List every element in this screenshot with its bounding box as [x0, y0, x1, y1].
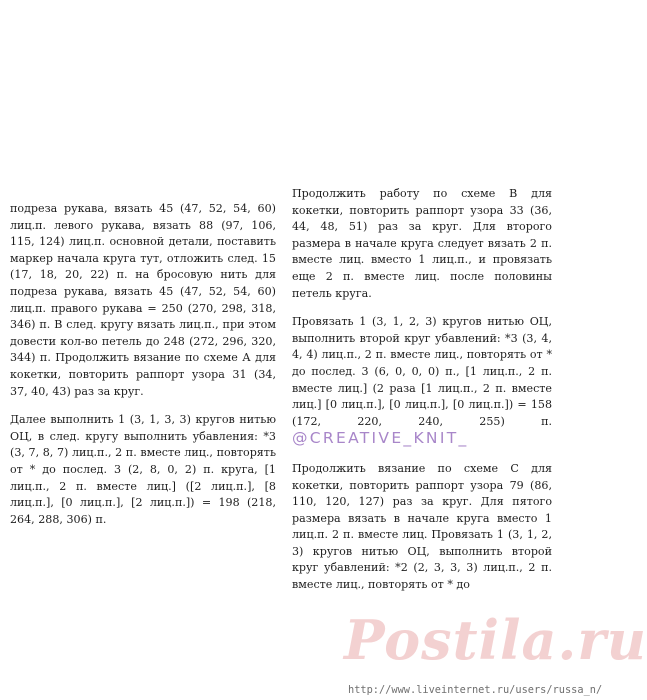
- brand-tag: @CREATIVE_KNIT_: [292, 429, 469, 448]
- left-text-column: [10, 201, 276, 528]
- left-paragraph-1: подреза рукава, вязать 45 (47, 52, 54, 60) лиц.п. левого рукава, вязать 88 (97, 106, 115, 124) лиц.п. основной детали, поставить маркер начала круга тут, отложить след. 15 (17, 18, 20, 22) п. на бросовую нить для подреза рукава, вязать 45 (47, 52, 54, 60) лиц.п. правого рукава = 250 (270, 298, 318, 346) п. В след. кругу вязать лиц.п., при этом довести кол-во петель до 248 (272, 296, 320, 344) п. Продолжить вязание по схеме А для кокетки, повторить раппорт узора 31 (34, 37, 40, 43) раз за круг.: [10, 202, 276, 398]
- watermark-logo: Postila.ru: [344, 608, 647, 672]
- watermark-url: http://www.liveinternet.ru/users/russa_n/: [348, 684, 603, 696]
- right-paragraph-1: Продолжить работу по схеме В для кокетки, повторить раппорт узора 33 (36, 44, 48, 51) раз за круг. Для второго размера в начале круга следует вязать 2 п. вместе лиц. вместо 1 лиц.п., и провязать еще 2 п. вместе лиц. после половины петель круга.: [292, 187, 552, 300]
- right-text-column: [292, 186, 552, 594]
- left-paragraph-2: Далее выполнить 1 (3, 1, 3, 3) кругов нитью ОЦ, в след. кругу выполнить убавления: *3 (3, 7, 8, 7) лиц.п., 2 п. вместе лиц., повторять от * до послед. 3 (2, 8, 0, 2) п. круга, [1 лиц.п., 2 п. вместе лиц.] ([2 лиц.п.], [8 лиц.п.], [0 лиц.п.], [2 лиц.п.]) = 198 (218, 264, 288, 306) п.: [10, 413, 276, 526]
- right-paragraph-2-text: Провязать 1 (3, 1, 2, 3) кругов нитью ОЦ, выполнить второй круг убавлений: *3 (3, 4, 4, 4) лиц.п., 2 п. вместе лиц., повторять от * до послед. 3 (6, 0, 0, 0) п., [1 лиц.п., 2 п. вместе лиц.] (2 раза [1 лиц.п., 2 п. вместе лиц.] [0 лиц.п.], [0 лиц.п.], [0 лиц.п.]) = 158 (172, 220, 240, 255) п.: [292, 315, 552, 428]
- right-paragraph-2: [292, 314, 552, 449]
- right-paragraph-3: Продолжить вязание по схеме С для кокетки, повторить раппорт узора 79 (86, 110, 120, 127) раз за круг. Для пятого размера вязать в начале круга вместо 1 лиц.п. 2 п. вместе лиц. Провязать 1 (3, 1, 2, 3) кругов нитью ОЦ, выполнить второй круг убавлений: *2 (2, 3, 3, 3) лиц.п., 2 п. вместе лиц., повторять от * до: [292, 461, 552, 592]
